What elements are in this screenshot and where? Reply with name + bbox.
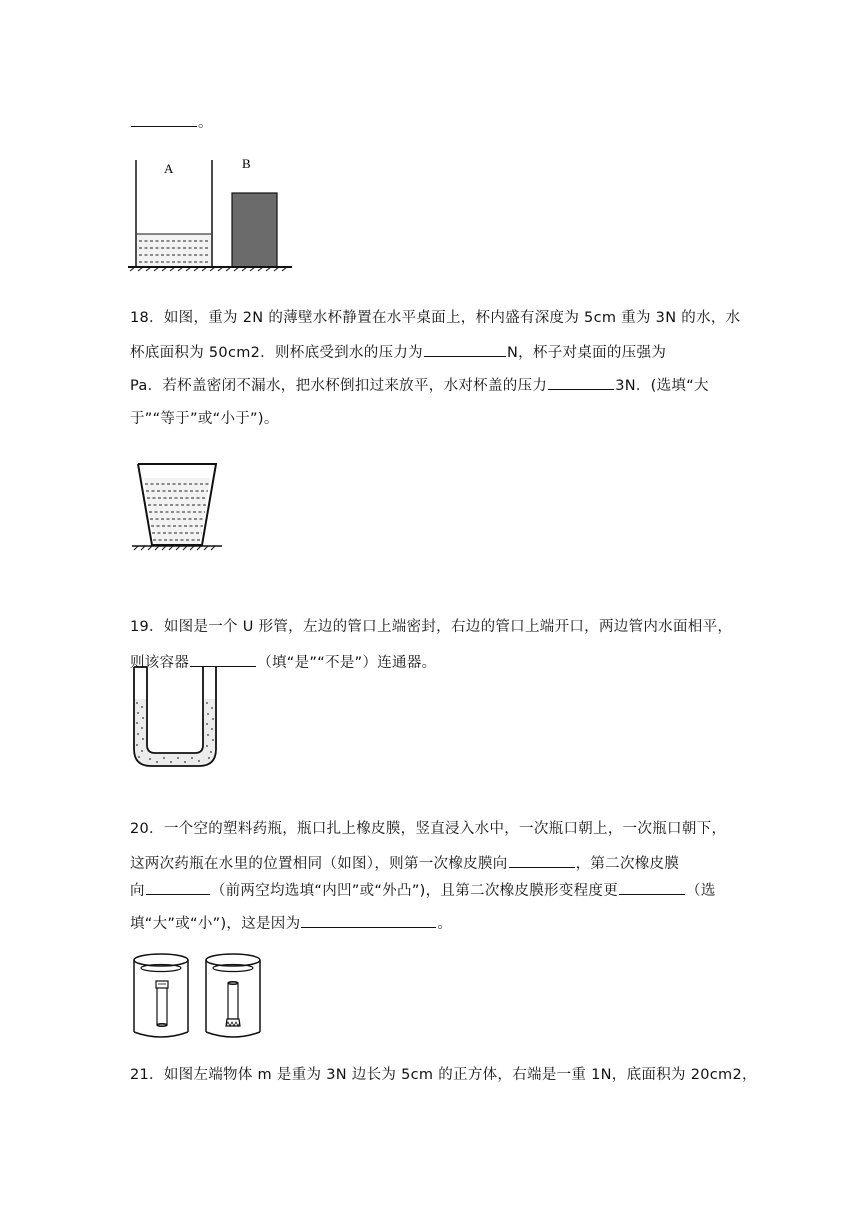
q20-line-3 (130, 880, 716, 901)
beaker-1 (134, 954, 188, 1037)
q20-line-2-post: ，第二次橡皮膜 (575, 856, 680, 872)
beaker-2 (206, 954, 260, 1037)
q20-blank-4 (301, 913, 436, 928)
q18-line-2-post: N，杯子对桌面的压强为 (506, 345, 667, 361)
q19-line-2-pre: 则该容器 (130, 655, 190, 671)
q17-answer-blank (131, 112, 197, 127)
q18-blank-1 (424, 342, 506, 357)
q20-line-2 (130, 853, 679, 874)
q19-line-1: 19．如图是一个 U 形管，左边的管口上端密封，右边的管口上端开口，两边管内水面相平， (130, 619, 733, 635)
q20-line-1: 20．一个空的塑料药瓶，瓶口扎上橡皮膜，竖直浸入水中，一次瓶口朝上，一次瓶口朝下， (130, 821, 727, 837)
q18-line-2-pre: 杯底面积为 50cm2．则杯底受到水的压力为 (130, 345, 423, 361)
q20-line-3-mid: （前两空均选填“内凹”或“外凸”)，且第二次橡皮膜形变程度更 (210, 883, 619, 899)
q17-tail-line (130, 112, 213, 133)
q18-line-1: 18．如图，重为 2N 的薄壁水杯静置在水平桌面上，杯内盛有深度为 5cm 重为 3N 的水，水 (130, 310, 741, 326)
q18-blank-2 (548, 375, 614, 390)
q20-blank-3 (619, 880, 685, 895)
q21-line-1: 21．如图左端物体 m 是重为 3N 边长为 5cm 的正方体，右端是一重 1N，底面积为 20cm2， (130, 1067, 757, 1083)
q18-line-3-post: 3N．(选填“大 (615, 378, 709, 394)
q18-figure (132, 458, 222, 554)
q20-line-4 (130, 913, 452, 934)
label-b: B (242, 156, 251, 171)
q17-tail-text: 。 (198, 115, 213, 131)
q20-line-2-pre: 这两次药瓶在水里的位置相同（如图），则第一次橡皮膜向 (130, 856, 508, 872)
q18-line-3 (130, 375, 709, 396)
q20-blank-2 (146, 880, 210, 895)
q18-line-2 (130, 342, 666, 363)
q17-figure (128, 152, 298, 274)
q20-line-4-pre: 填“大”或“小”)，这是因为 (130, 916, 301, 932)
q20-blank-1 (509, 853, 575, 868)
q20-line-3-post: （选 (686, 883, 716, 899)
label-a: A (164, 161, 174, 176)
q20-line-4-post: 。 (437, 916, 453, 932)
q20-line-3-pre: 向 (130, 883, 145, 899)
q20-figure (128, 950, 278, 1042)
q18-line-4: 于”“等于”或“小于”)。 (130, 411, 279, 427)
q19-figure (130, 665, 220, 771)
q19-line-2-post: （填“是”“不是”）连通器。 (257, 655, 437, 671)
q18-line-3-pre: Pa．若杯盖密闭不漏水，把水杯倒扣过来放平，水对杯盖的压力 (130, 378, 548, 394)
